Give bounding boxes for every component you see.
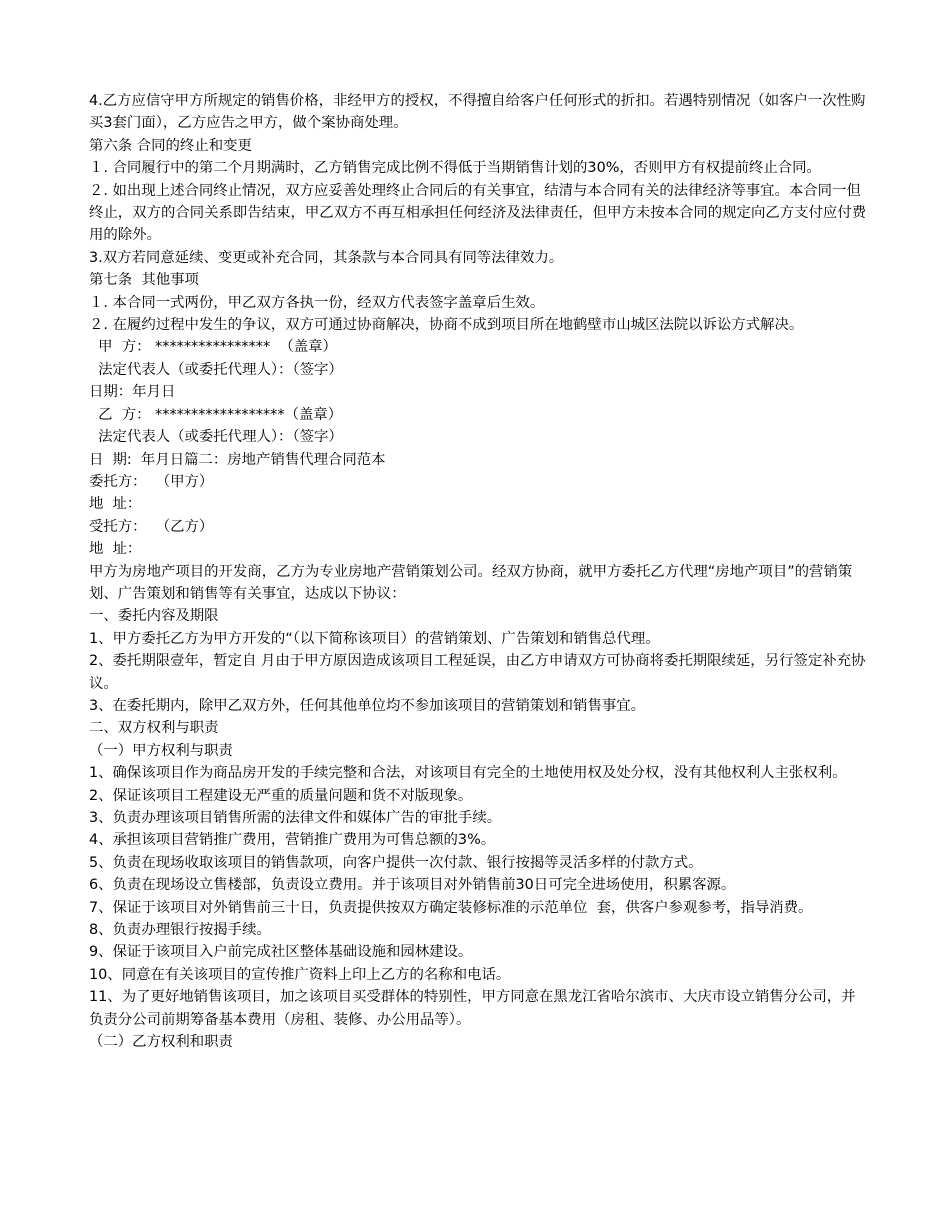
party-a-duty-4: 4、承担该项目营销推广费用，营销推广费用为可售总额的3%。 xyxy=(89,832,496,849)
party-a-rights-heading: （一）甲方权利与职责 xyxy=(89,742,233,759)
section-1-item-1: 1、甲方委托乙方为甲方开发的“（以下简称该项目）的营销策划、广告策划和销售总代理。 xyxy=(89,630,660,647)
party-a-duty-5: 5、负责在现场收取该项目的销售款项，向客户提供一次付款、银行按揭等灵活多样的付款方式。 xyxy=(89,854,703,871)
party-a-date: 日期：年月日 xyxy=(89,384,176,401)
party-b-signature: 乙 方： ******************（盖章） xyxy=(89,406,343,423)
party-a-representative: 法定代表人（或委托代理人）：（签字） xyxy=(89,361,343,378)
party-a-signature: 甲 方： **************** （盖章） xyxy=(89,339,337,356)
party-a-duty-9: 9、保证于该项目入户前完成社区整体基础设施和园林建设。 xyxy=(89,944,473,961)
article-6-item-2: ２. 如出现上述合同终止情况，双方应妥善处理终止合同后的有关事宜，结清与本合同有关的法律经济等事宜。本合同一但终止，双方的合同关系即告结束，甲乙双方不再互相承担任何经济及法律责任，但甲方未按本合同的规定向乙方支付应付费用的除外。 xyxy=(89,182,867,244)
section-1-item-2: 2、委托期限壹年，暂定自 月由于甲方原因造成该项目工程延误，由乙方申请双方可协商将委托期限续延，另行签定补充协议。 xyxy=(89,653,866,692)
agent-party: 受托方： （乙方） xyxy=(89,518,214,535)
article-7-item-2: ２. 在履约过程中发生的争议，双方可通过协商解决，协商不成到项目所在地鹤壁市山城区法院以诉讼方式解决。 xyxy=(89,317,804,334)
section-1-heading: 一、委托内容及期限 xyxy=(89,608,219,625)
clause-4-pricing: 4.乙方应信守甲方所规定的销售价格，非经甲方的授权，不得擅自给客户任何形式的折扣。若遇特别情况（如客户一次性购买3套门面），乙方应告之甲方，做个案协商处理。 xyxy=(89,93,866,132)
party-a-duty-1: 1、确保该项目作为商品房开发的手续完整和合法，对该项目有完全的土地使用权及处分权，没有其他权利人主张权利。 xyxy=(89,765,847,782)
party-a-duty-8: 8、负责办理银行按揭手续。 xyxy=(89,922,271,939)
principal-party: 委托方： （甲方） xyxy=(89,473,214,490)
article-6-item-1: １. 合同履行中的第二个月期满时，乙方销售完成比例不得低于当期销售计划的30%，否则甲方有权提前终止合同。 xyxy=(89,160,821,177)
section-1-item-3: 3、在委托期内，除甲乙双方外，任何其他单位均不参加该项目的营销策划和销售事宜。 xyxy=(89,697,646,714)
agent-address: 地 址： xyxy=(89,541,142,558)
party-a-duty-2: 2、保证该项目工程建设无严重的质量问题和货不对版现象。 xyxy=(89,787,473,804)
party-a-duty-10: 10、同意在有关该项目的宣传推广资料上印上乙方的名称和电话。 xyxy=(89,966,511,983)
party-a-duty-7: 7、保证于该项目对外销售前三十日，负责提供按双方确定装修标准的示范单位 套，供客户参观参考，指导消费。 xyxy=(89,899,813,916)
document-page xyxy=(89,90,869,1053)
party-b-date-and-part-two-title: 日 期: 年月日篇二：房地产销售代理合同范本 xyxy=(89,451,386,468)
article-6-item-3: 3.双方若同意延续、变更或补充合同，其条款与本合同具有同等法律效力。 xyxy=(89,249,564,266)
party-a-duty-11: 11、为了更好地销售该项目，加之该项目买受群体的特别性，甲方同意在黑龙江省哈尔滨市、大庆市设立销售分公司，并负责分公司前期筹备基本费用（房租、装修、办公用品等）。 xyxy=(89,989,856,1028)
party-b-rights-heading: （二）乙方权利和职责 xyxy=(89,1034,233,1051)
party-a-duty-6: 6、负责在现场设立售楼部，负责设立费用。并于该项目对外销售前30日可完全进场使用，积累客源。 xyxy=(89,877,736,894)
party-b-representative: 法定代表人（或委托代理人）：（签字） xyxy=(89,429,343,446)
article-7-item-1: １. 本合同一式两份，甲乙双方各执一份，经双方代表签字盖章后生效。 xyxy=(89,294,545,311)
article-7-heading: 第七条 其他事项 xyxy=(89,272,199,289)
section-2-heading: 二、双方权利与职责 xyxy=(89,720,219,737)
preamble: 甲方为房地产项目的开发商，乙方为专业房地产营销策划公司。经双方协商，就甲方委托乙方代理“房地产项目”的营销策划、广告策划和销售等有关事宜，达成以下协议： xyxy=(89,563,853,602)
principal-address: 地 址： xyxy=(89,496,142,513)
party-a-duty-3: 3、负责办理该项目销售所需的法律文件和媒体广告的审批手续。 xyxy=(89,810,502,826)
article-6-heading: 第六条 合同的终止和变更 xyxy=(89,137,252,154)
